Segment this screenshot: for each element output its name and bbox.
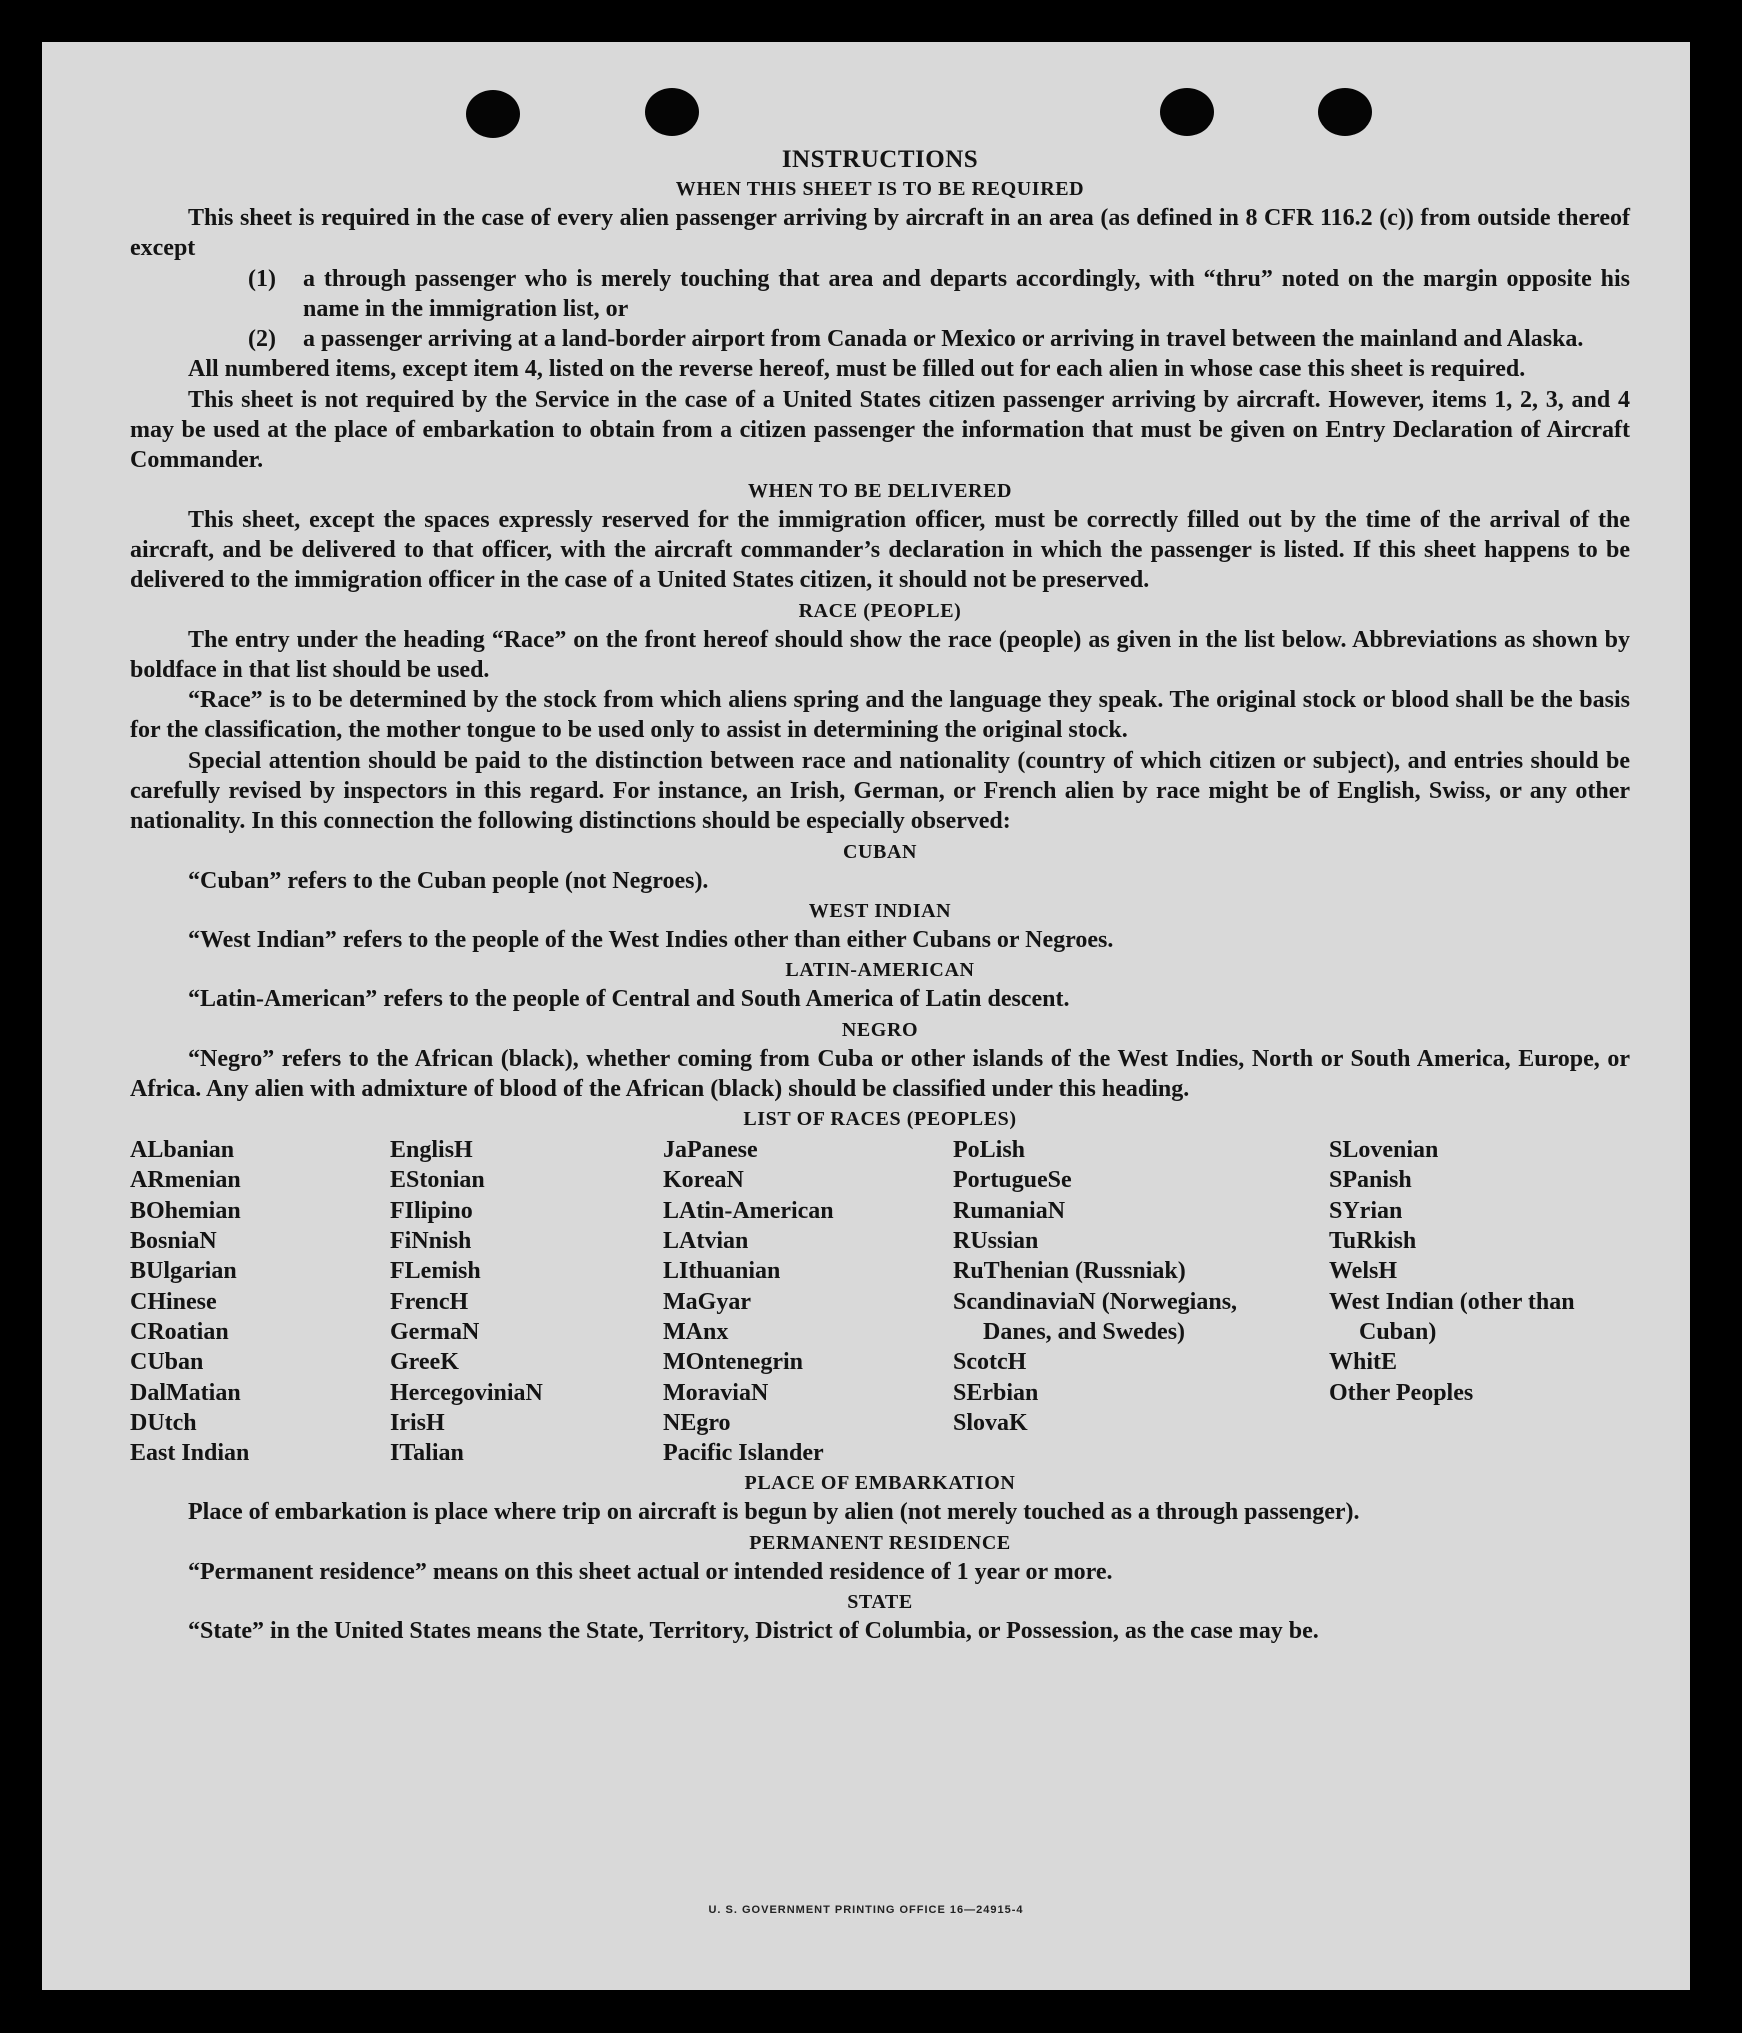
race-item: EnglisH bbox=[390, 1137, 473, 1164]
races-column-5 bbox=[1329, 1135, 1629, 1468]
race-item: MoraviaN bbox=[663, 1379, 769, 1406]
race-item: BUlgarian bbox=[130, 1258, 237, 1285]
definition-permanent-residence: “Permanent residence” means on this sheet actual or intended residence of 1 year or more. bbox=[188, 1558, 1113, 1585]
punch-hole-3 bbox=[1160, 88, 1214, 136]
race-item: Other Peoples bbox=[1329, 1379, 1474, 1406]
race-item: CUban bbox=[130, 1349, 204, 1376]
punch-hole-2 bbox=[645, 88, 699, 136]
race-item: ALbanian bbox=[130, 1137, 235, 1164]
race-item: KoreaN bbox=[663, 1167, 744, 1194]
race-item: DUtch bbox=[130, 1409, 197, 1436]
race-item: SErbian bbox=[953, 1379, 1039, 1406]
definition-west-indian: “West Indian” refers to the people of the West Indies other than either Cubans or Negroes. bbox=[188, 926, 1114, 953]
race-item: SlovaK bbox=[953, 1409, 1028, 1436]
section-heading-race: RACE (PEOPLE) bbox=[798, 599, 962, 622]
heading-list-of-races: LIST OF RACES (PEOPLES) bbox=[743, 1108, 1017, 1131]
definition-cuban: “Cuban” refers to the Cuban people (not Negroes). bbox=[188, 867, 709, 894]
race-item: RumaniaN bbox=[953, 1197, 1066, 1224]
race-paragraph-3: Special attention should be paid to the distinction between race and nationality (country of which citizen or subject), and entries should be carefully revised by inspectors in this regard. For instance, an Irish, German, or French alien by race might be of English, Swiss, or any other nationality. In this connection the following distinctions should be especially observed: bbox=[130, 747, 1630, 835]
race-item: MOntenegrin bbox=[663, 1349, 803, 1376]
race-item: FLemish bbox=[390, 1258, 481, 1285]
required-paragraph: This sheet is required in the case of every alien passenger arriving by aircraft in an area (as defined in 8 CFR 116.2 (c)) from outside thereof except bbox=[130, 205, 1630, 262]
races-column-4 bbox=[953, 1135, 1253, 1468]
race-item: MaGyar bbox=[663, 1288, 751, 1315]
races-column-2 bbox=[390, 1135, 663, 1468]
races-column-3 bbox=[663, 1135, 953, 1468]
printer-imprint: U. S. GOVERNMENT PRINTING OFFICE 16—24915-4 bbox=[708, 1904, 1024, 1916]
race-item: IrisH bbox=[390, 1409, 445, 1436]
race-item: LIthuanian bbox=[663, 1258, 781, 1285]
race-item: CRoatian bbox=[130, 1318, 229, 1345]
race-item: GermaN bbox=[390, 1318, 480, 1345]
race-item: ScandinaviaN (Norwegians, Danes, and Swedes) bbox=[953, 1288, 1238, 1345]
race-item: ARmenian bbox=[130, 1167, 241, 1194]
exception-number: (1) bbox=[248, 265, 276, 292]
heading-west-indian: WEST INDIAN bbox=[808, 899, 952, 922]
definition-latin-american: “Latin-American” refers to the people of Central and South America of Latin descent. bbox=[188, 986, 1070, 1013]
race-item: TuRkish bbox=[1329, 1228, 1417, 1255]
race-item: FiNnish bbox=[390, 1228, 472, 1255]
instructions-body bbox=[130, 146, 1630, 1646]
race-item: JaPanese bbox=[663, 1137, 758, 1164]
exception-item-2 bbox=[248, 324, 1630, 354]
races-list bbox=[130, 1135, 1630, 1468]
race-item: SLovenian bbox=[1329, 1137, 1439, 1164]
exception-text: a through passenger who is merely touching that area and departs accordingly, with “thru” noted on the margin opposite his name in the immigration list, or bbox=[303, 265, 1630, 322]
race-item: BosniaN bbox=[130, 1228, 217, 1255]
race-item: WhitE bbox=[1329, 1349, 1398, 1376]
race-item: RuThenian (Russniak) bbox=[953, 1258, 1186, 1285]
definition-negro: “Negro” refers to the African (black), whether coming from Cuba or other islands of the West Indies, North or South America, Europe, or Africa. Any alien with admixture of blood of the African (black) should be classified under this heading. bbox=[130, 1045, 1630, 1102]
page-title: INSTRUCTIONS bbox=[781, 146, 979, 173]
race-item: FIlipino bbox=[390, 1197, 473, 1224]
race-item: PoLish bbox=[953, 1137, 1026, 1164]
definition-state: “State” in the United States means the State, Territory, District of Columbia, or Possession, as the case may be. bbox=[188, 1617, 1319, 1644]
race-paragraph-2: “Race” is to be determined by the stock from which aliens spring and the language they speak. The original stock or blood shall be the basis for the classification, the mother tongue to be used only to assist in determining the original stock. bbox=[130, 687, 1630, 744]
race-item: Pacific Islander bbox=[663, 1440, 824, 1467]
heading-permanent-residence: PERMANENT RESIDENCE bbox=[749, 1531, 1011, 1554]
race-item: NEgro bbox=[663, 1409, 731, 1436]
section-heading-required: WHEN THIS SHEET IS TO BE REQUIRED bbox=[675, 178, 1085, 200]
race-item: SPanish bbox=[1329, 1167, 1412, 1194]
definition-embarkation: Place of embarkation is place where trip on aircraft is begun by alien (not merely touched as a through passenger). bbox=[188, 1499, 1360, 1526]
race-item: LAtvian bbox=[663, 1228, 749, 1255]
heading-latin-american: LATIN-AMERICAN bbox=[785, 959, 975, 982]
race-item: GreeK bbox=[390, 1349, 459, 1376]
section-heading-delivered: WHEN TO BE DELIVERED bbox=[747, 479, 1013, 502]
race-item: WelsH bbox=[1329, 1258, 1398, 1285]
races-column-1 bbox=[130, 1135, 390, 1468]
heading-embarkation: PLACE OF EMBARKATION bbox=[744, 1472, 1016, 1495]
race-item: EStonian bbox=[390, 1167, 485, 1194]
heading-cuban: CUBAN bbox=[842, 840, 918, 863]
punch-hole-1 bbox=[466, 90, 520, 138]
race-item: DalMatian bbox=[130, 1379, 241, 1406]
punch-hole-4 bbox=[1318, 88, 1372, 136]
race-paragraph-1: The entry under the heading “Race” on the front hereof should show the race (people) as given in the list below. Abbreviations as shown by boldface in that list should be used. bbox=[130, 626, 1630, 683]
race-item: HercegoviniaN bbox=[390, 1379, 543, 1406]
exception-text: a passenger arriving at a land-border airport from Canada or Mexico or arriving in travel between the mainland and Alaska. bbox=[303, 326, 1584, 353]
race-item: CHinese bbox=[130, 1288, 217, 1315]
citizen-paragraph: This sheet is not required by the Service in the case of a United States citizen passenger arriving by aircraft. However, items 1, 2, 3, and 4 may be used at the place of embarkation to obtain from a citizen passenger the information that must be given on Entry Declaration of Aircraft Commander. bbox=[130, 386, 1630, 474]
race-item: West Indian (other than Cuban) bbox=[1329, 1288, 1575, 1345]
race-item: LAtin-American bbox=[663, 1197, 834, 1224]
heading-state: STATE bbox=[847, 1590, 913, 1613]
delivered-paragraph: This sheet, except the spaces expressly reserved for the immigration officer, must be correctly filled out by the time of the arrival of the aircraft, and be delivered to that officer, with the aircraft commander’s declaration in which the passenger is listed. If this sheet happens to be delivered to the immigration officer in the case of a United States citizen, it should not be preserved. bbox=[130, 506, 1630, 594]
exception-number: (2) bbox=[248, 326, 276, 353]
race-item: BOhemian bbox=[130, 1197, 241, 1224]
race-item: ITalian bbox=[390, 1440, 464, 1467]
race-item: SYrian bbox=[1329, 1197, 1403, 1224]
document-sheet bbox=[42, 42, 1690, 1990]
race-item: East Indian bbox=[130, 1440, 250, 1467]
numbered-items-paragraph: All numbered items, except item 4, listed on the reverse hereof, must be filled out for each alien in whose case this sheet is required. bbox=[188, 356, 1526, 383]
race-item: FrencH bbox=[390, 1288, 469, 1315]
heading-negro: NEGRO bbox=[841, 1018, 919, 1041]
race-item: RUssian bbox=[953, 1228, 1039, 1255]
race-item: ScotcH bbox=[953, 1349, 1027, 1376]
race-item: PortugueSe bbox=[953, 1167, 1072, 1194]
exception-item-1 bbox=[248, 264, 1630, 325]
race-item: MAnx bbox=[663, 1318, 729, 1345]
